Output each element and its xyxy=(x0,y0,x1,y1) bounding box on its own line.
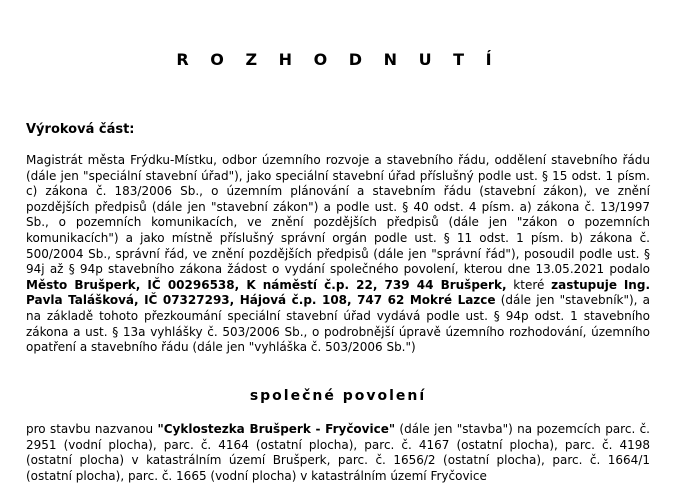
agent-name: Ing. Pavla Talášková, IČ 07327293, Hájová č.p. 108, 747 62 Mokré Lazce xyxy=(26,277,650,308)
decision-title: R O Z H O D N U T Í xyxy=(176,50,500,69)
operative-paragraph xyxy=(26,153,650,356)
paragraph-text: (dále jen "stavba") na pozemcích parc. č. 2951 (vodní plocha), parc. č. 4164 (ostatní plocha), parc. č. 4167 (ostatní plocha), parc. č. 4198 (ostatní plocha) v katastrálním území Brušperk, parc. č. 1656/2 (ostatní plocha), parc. č. 1664/1 (ostatní plocha), parc. č. 1665 (vodní plocha) v katastrálním území Fryčovice xyxy=(26,422,650,483)
paragraph-text: (dále jen "stavebník"), a na základě tohoto přezkoumání speciální stavební úřad vydává podle ust. § 94p odst. 1 stavebního zákona a ust. § 13a vyhlášky č. 503/2006 Sb., o podrobnější úpravě územního rozhodování, územního opatření a stavebního řádu (dále jen "vyhláška č. 503/2006 Sb.") xyxy=(26,293,650,355)
project-paragraph xyxy=(26,422,650,484)
operative-part-heading: Výroková část: xyxy=(26,122,135,137)
paragraph-text: Magistrát města Frýdku-Místku, odbor územního rozvoje a stavebního řádu, oddělení stavebního řádu (dále jen "speciální stavební úřad"), jako speciální stavební úřad příslušný podle ust. § 15 odst. 1 písm. c) zákona č. 183/2006 Sb., o územním plánování a stavebním řádu (stavební zákon), ve znění pozdějších předpisů (dále jen "stavební zákon") a podle ust. § 40 odst. 4 písm. a) zákona č. 13/1997 Sb., o pozemních komunikacích, ve znění pozdějších předpisů (dále jen "zákon o pozemních komunikacích") a jako místně příslušný správní orgán podle ust. § 11 odst. 1 písm. b) zákona č. 500/2004 Sb., správní řád, ve znění pozdějších předpisů (dále jen "správní řád"), posoudil podle ust. § 94j až § 94p stavebního zákona žádost o vydání společného povolení, kterou dne 13.05.2021 podalo xyxy=(26,153,650,277)
paragraph-text: pro stavbu nazvanou xyxy=(26,422,158,436)
joint-permit-heading: společné povolení xyxy=(249,388,427,404)
paragraph-text xyxy=(617,278,624,292)
project-name: "Cyklostezka Brušperk - Fryčovice" xyxy=(157,422,396,436)
represented-by: zastupuje xyxy=(551,277,618,292)
paragraph-text: které xyxy=(506,277,552,292)
applicant-name: Město Brušperk, IČ 00296538, K náměstí č.p. 22, 739 44 Brušperk, xyxy=(26,277,507,292)
